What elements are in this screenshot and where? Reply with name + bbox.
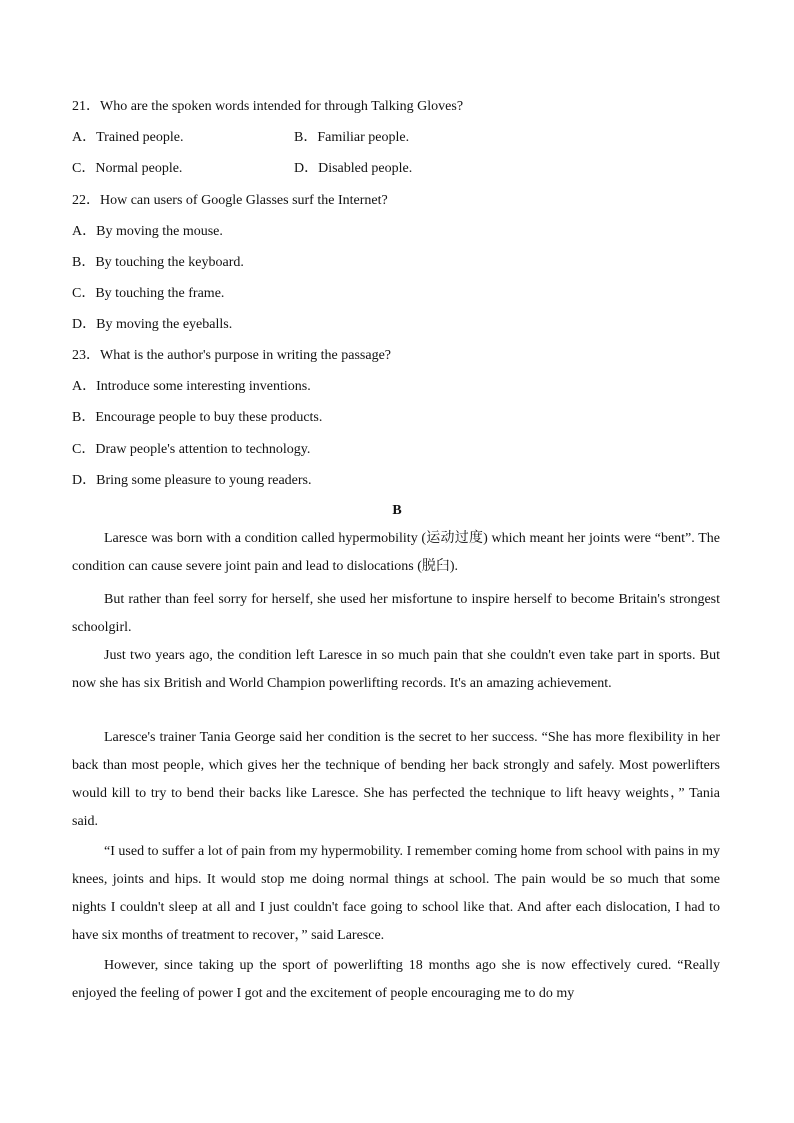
question-23-option-c: C．Draw people's attention to technology.	[72, 442, 311, 457]
question-21-option-d: D．Disabled people.	[294, 161, 413, 176]
question-23-stem: 23．What is the author's purpose in writing the passage?	[72, 348, 392, 363]
question-21-options-row-1	[72, 128, 722, 148]
question-21-option-c: C．Normal people.	[72, 161, 183, 176]
passage-paragraph-6: However, since taking up the sport of powerlifting 18 months ago she is now effectively cured. “Really enjoyed the feeling of power I got and the excitement of people encouraging me to do my	[72, 958, 720, 1001]
question-23-option-d: D．Bring some pleasure to young readers.	[72, 473, 312, 488]
section-heading: B	[392, 503, 402, 518]
passage-paragraph-2: But rather than feel sorry for herself, she used her misfortune to inspire herself to become Britain's strongest schoolgirl.	[72, 592, 720, 635]
question-22-option-a: A．By moving the mouse.	[72, 224, 223, 239]
question-22-option-b: B．By touching the keyboard.	[72, 255, 244, 270]
question-21-stem: 21．Who are the spoken words intended for through Talking Gloves?	[72, 99, 464, 114]
passage-paragraph-1: Laresce was born with a condition called hypermobility (运动过度) which meant her joints were “bent”. The condition can cause severe joint pain and lead to dislocations (脱臼).	[72, 531, 720, 574]
question-22-option-c: C．By touching the frame.	[72, 286, 225, 301]
question-21-option-a: A．Trained people.	[72, 130, 184, 145]
question-23-option-a: A．Introduce some interesting inventions.	[72, 379, 311, 394]
question-22-stem: 22．How can users of Google Glasses surf the Internet?	[72, 193, 388, 208]
passage-paragraph-5: “I used to suffer a lot of pain from my hypermobility. I remember coming home from school with pains in my knees, joints and hips. It would stop me doing normal things at school. The pain would be so much that some nights I couldn't sleep at all and I just couldn't face going to school like that. And after each dislocation, I had to have six months of treatment to recover，” said Laresce.	[72, 844, 720, 943]
question-21-options-row-2	[72, 159, 722, 179]
passage-paragraph-4: Laresce's trainer Tania George said her condition is the secret to her success. “She has more flexibility in her back than most people, which gives her the technique of bending her back strongly and safely. Most powerlifters would kill to try to bend their backs like Laresce. She has perfected the technique to lift heavy weights，” Tania said.	[72, 730, 720, 829]
passage-paragraph-3: Just two years ago, the condition left Laresce in so much pain that she couldn't even take part in sports. But now she has six British and World Champion powerlifting records. It's an amazing achievement.	[72, 648, 720, 691]
question-23-option-b: B．Encourage people to buy these products.	[72, 410, 323, 425]
question-22-option-d: D．By moving the eyeballs.	[72, 317, 233, 332]
question-21-option-b: B．Familiar people.	[294, 130, 410, 145]
